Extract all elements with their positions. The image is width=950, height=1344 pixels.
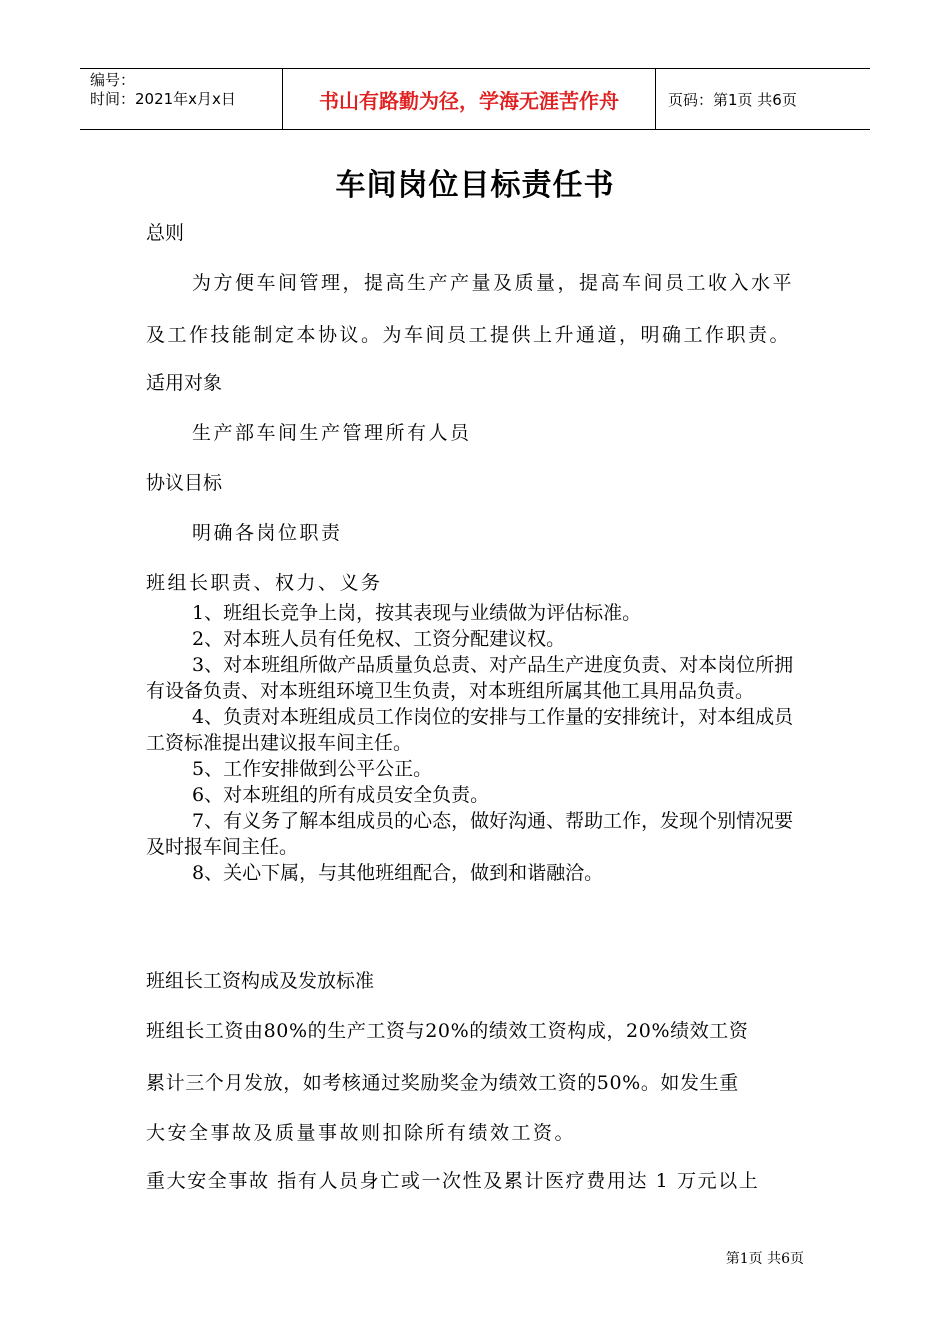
duty-item: 4、负责对本班组成员工作岗位的安排与工作量的安排统计，对本组成员工资标准提出建议报车间主任。 <box>146 706 794 754</box>
header-page-number: 页码：第1页 共6页 <box>668 90 797 109</box>
goal-text: 明确各岗位职责 <box>192 522 343 544</box>
document-number-label: 编号： <box>90 71 136 89</box>
duties-list <box>146 600 810 886</box>
section-heading-wage: 班组长工资构成及发放标准 <box>146 970 375 992</box>
general-paragraph-line-1: 为方便车间管理，提高生产产量及质量，提高车间员工收入水平 <box>192 272 795 294</box>
header-meta <box>80 69 282 129</box>
document-title: 车间岗位目标责任书 <box>335 168 615 203</box>
wage-paragraph-line-3: 大安全事故及质量事故则扣除所有绩效工资。 <box>146 1122 577 1144</box>
duty-item: 1、班组长竞争上岗，按其表现与业绩做为评估标准。 <box>192 602 642 624</box>
header-motto: 书山有路勤为径，学海无涯苦作舟 <box>282 69 656 129</box>
section-heading-general: 总则 <box>146 222 185 244</box>
section-heading-duties: 班组长职责、权力、义务 <box>146 572 383 594</box>
duty-item: 6、对本班组的所有成员安全负责。 <box>192 784 490 806</box>
document-date-label: 时间：2021年x月x日 <box>90 90 236 108</box>
page-footer: 第1页 共6页 <box>725 1251 804 1267</box>
section-heading-scope: 适用对象 <box>146 372 223 394</box>
general-paragraph-line-2: 及工作技能制定本协议。为车间员工提供上升通道，明确工作职责。 <box>146 324 792 346</box>
section-heading-goal: 协议目标 <box>146 472 223 494</box>
scope-text: 生产部车间生产管理所有人员 <box>192 422 472 444</box>
duty-item: 5、工作安排做到公平公正。 <box>192 758 433 780</box>
accident-definition-line: 重大安全事故 指有人员身亡或一次性及累计医疗费用达 1 万元以上 <box>146 1170 760 1192</box>
page-header <box>80 68 870 130</box>
wage-paragraph-line-2: 累计三个月发放，如考核通过奖励奖金为绩效工资的50%。如发生重 <box>146 1072 739 1094</box>
wage-paragraph-line-1: 班组长工资由80%的生产工资与20%的绩效工资构成，20%绩效工资 <box>146 1020 749 1042</box>
duty-item: 3、对本班组所做产品质量负总责、对产品生产进度负责、对本岗位所拥有设备负责、对本班组环境卫生负责，对本班组所属其他工具用品负责。 <box>146 654 794 702</box>
duty-item: 2、对本班人员有任免权、工资分配建议权。 <box>192 628 566 650</box>
duty-item: 8、关心下属，与其他班组配合，做到和谐融洽。 <box>192 862 604 884</box>
duty-item: 7、有义务了解本组成员的心态，做好沟通、帮助工作，发现个别情况要及时报车间主任。 <box>146 810 794 858</box>
